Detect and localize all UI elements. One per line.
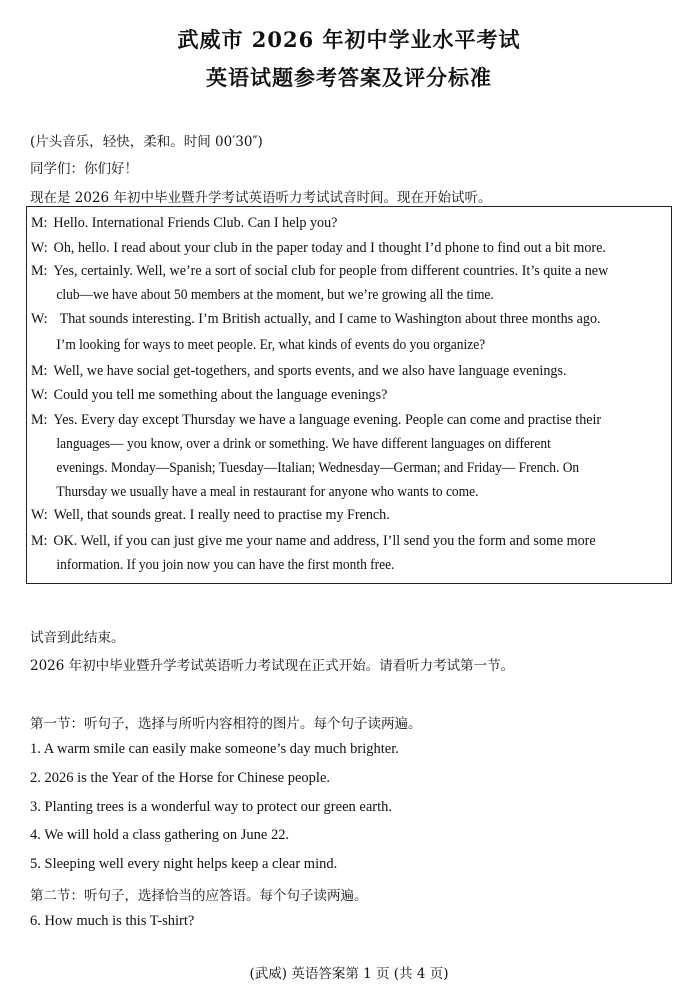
dialogue-continuation: languages— you know, over a drink or something. We have different languages on different <box>56 436 551 452</box>
trial-start-notice: 现在是 2026 年初中毕业暨升学考试英语听力考试试音时间。现在开始试听。 <box>30 190 492 206</box>
speaker-label: W: <box>31 387 48 403</box>
dialogue-text: Could you tell me something about the language evenings? <box>53 387 388 403</box>
dialogue-text: That sounds interesting. I’m British actually, and I came to Washington about three months ago. <box>59 311 601 327</box>
dialogue-text: Yes, certainly. Well, we’re a sort of social club for people from different countries. It’s quite a new <box>53 263 609 279</box>
dialogue-line <box>31 263 667 280</box>
speaker-label: M: <box>31 215 48 231</box>
speaker-label: W: <box>31 507 48 523</box>
speaker-label: M: <box>31 363 48 379</box>
formal-start-notice: 2026 年初中毕业暨升学考试英语听力考试现在正式开始。请看听力考试第一节。 <box>30 658 515 674</box>
dialogue-continuation: Thursday we usually have a meal in restaurant for anyone who wants to come. <box>56 484 479 500</box>
dialogue-line <box>31 363 667 380</box>
dialogue-line <box>31 240 667 257</box>
question-item: 4. We will hold a class gathering on June 22. <box>30 827 290 843</box>
dialogue-line <box>31 215 667 232</box>
speaker-label: M: <box>31 412 48 428</box>
page-subtitle: 英语试题参考答案及评分标准 <box>206 65 492 90</box>
speaker-label: M: <box>31 263 48 279</box>
dialogue-text: Well, that sounds great. I really need to practise my French. <box>53 507 390 523</box>
dialogue-line <box>31 507 667 524</box>
dialogue-continuation: evenings. Monday—Spanish; Tuesday—Italian; Wednesday—German; and Friday— French. On <box>56 460 580 476</box>
dialogue-continuation: I’m looking for ways to meet people. Er, what kinds of events do you organize? <box>56 337 486 353</box>
dialogue-continuation: club—we have about 50 members at the moment, but we’re growing all the time. <box>56 287 494 303</box>
page-title: 武威市 2026 年初中学业水平考试 <box>177 27 521 52</box>
trial-end-notice: 试音到此结束。 <box>30 630 125 646</box>
dialogue-text: Hello. International Friends Club. Can I help you? <box>53 215 338 231</box>
dialogue-line <box>31 311 667 328</box>
question-item: 3. Planting trees is a wonderful way to protect our green earth. <box>30 799 392 815</box>
music-note: (片头音乐，轻快，柔和。时间 00′30″) <box>30 134 263 150</box>
section2-heading: 第二节：听句子，选择恰当的应答语。每个句子读两遍。 <box>30 888 368 904</box>
dialogue-text: Yes. Every day except Thursday we have a language evening. People can come and practise their <box>53 412 602 428</box>
speaker-label: W: <box>31 240 48 256</box>
question-item: 6. How much is this T-shirt? <box>30 913 195 929</box>
greeting: 同学们：你们好！ <box>30 161 138 177</box>
section1-heading: 第一节：听句子，选择与所听内容相符的图片。每个句子读两遍。 <box>30 716 422 732</box>
question-item: 5. Sleeping well every night helps keep a clear mind. <box>30 856 338 872</box>
dialogue-line <box>31 533 667 550</box>
page-footer: (武威) 英语答案第 1 页 (共 4 页) <box>249 966 449 982</box>
dialogue-text: OK. Well, if you can just give me your name and address, I’ll send you the form and some more <box>53 533 596 549</box>
trial-dialogue-box <box>26 206 672 584</box>
speaker-label: W: <box>31 311 48 327</box>
dialogue-continuation: information. If you join now you can have the first month free. <box>56 557 395 573</box>
question-item: 2. 2026 is the Year of the Horse for Chinese people. <box>30 770 331 786</box>
dialogue-text: Oh, hello. I read about your club in the paper today and I thought I’d phone to find out a bit more. <box>53 240 606 256</box>
dialogue-text: Well, we have social get-togethers, and sports events, and we also have language evenings. <box>53 363 567 379</box>
speaker-label: M: <box>31 533 48 549</box>
dialogue-line <box>31 412 667 429</box>
question-item: 1. A warm smile can easily make someone’s day much brighter. <box>30 741 399 757</box>
dialogue-line <box>31 387 667 404</box>
